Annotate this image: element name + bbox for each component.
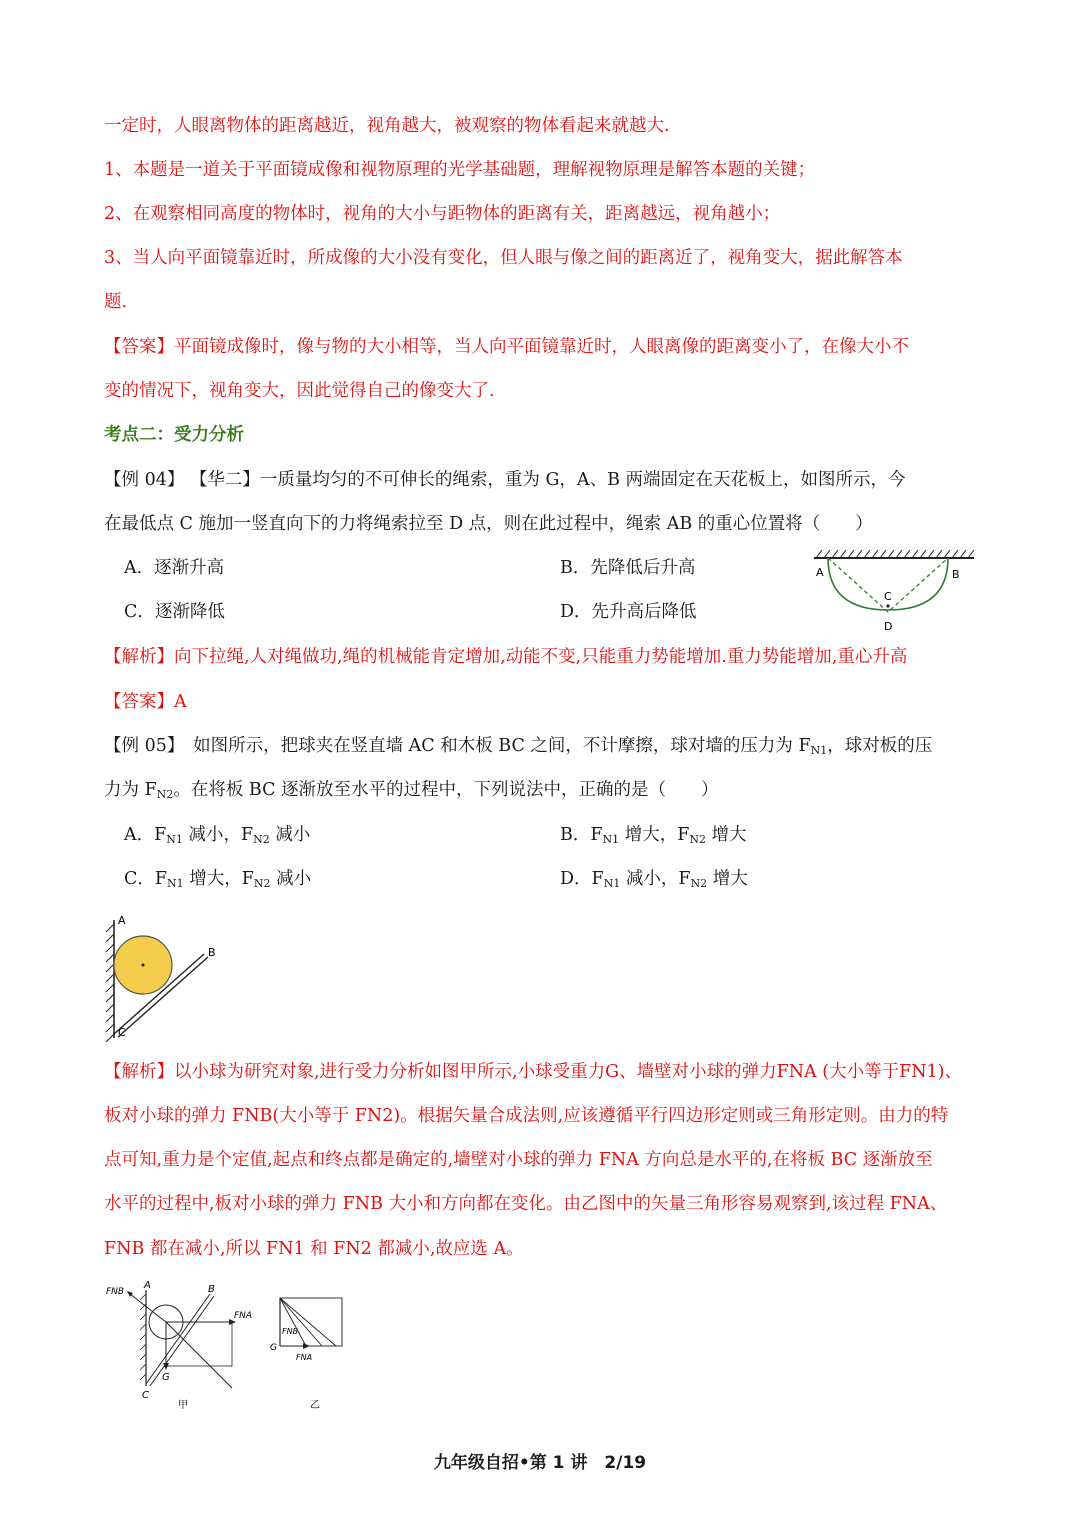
text-line: 1、本题是一道关于平面镜成像和视物原理的光学基础题，理解视物原理是解答本题的关键； xyxy=(104,160,816,180)
option-b: B．先降低后升高 xyxy=(560,558,696,578)
analysis-line: 【解析】向下拉绳,人对绳做功,绳的机械能肯定增加,动能不变,只能重力势能增加.重力势能增加,重心升高 xyxy=(104,647,908,667)
caption-yi: 乙 xyxy=(310,1400,320,1411)
option-c: C．逐渐降低 xyxy=(124,602,225,622)
subscript: N2 xyxy=(690,877,708,890)
option-c xyxy=(124,867,311,896)
label-g: G xyxy=(162,1372,170,1383)
analysis-line: FNB 都在减小,所以 FN1 和 FN2 都减小,故应选 A。 xyxy=(104,1239,524,1259)
answer-line: 【答案】A xyxy=(104,692,187,712)
analysis-line: 水平的过程中,板对小球的弹力 FNB 大小和方向都在变化。由乙图中的矢量三角形容易观察到,该过程 FNA、 xyxy=(104,1194,948,1214)
label-d: D xyxy=(884,620,893,633)
subscript: N1 xyxy=(602,833,620,846)
subscript: N2 xyxy=(156,788,174,801)
label-c: C xyxy=(118,1026,126,1039)
subscript: N1 xyxy=(810,744,828,757)
stem-part: 力为 F xyxy=(104,780,157,800)
subscript: N2 xyxy=(689,833,706,846)
option-b xyxy=(560,823,747,852)
label-b: B xyxy=(208,946,216,959)
ball-wall-figure xyxy=(100,910,230,1042)
text-line: 题. xyxy=(104,292,128,312)
stem-part: 【例 05】 如图所示，把球夹在竖直墙 AC 和木板 BC 之间，不计摩擦，球对墙的压力为 F xyxy=(104,736,811,756)
label-a: A xyxy=(816,566,824,579)
analysis-line: 板对小球的弹力 FNB(大小等于 FN2)。根据矢量合成法则,应该遵循平行四边形定则或三角形定则。由力的特 xyxy=(104,1106,949,1126)
example-05-stem xyxy=(104,778,719,807)
page-footer: 九年级自招•第 1 讲 2/19 xyxy=(433,1453,647,1473)
label-g: G xyxy=(270,1343,277,1353)
opt-text: 减小，F xyxy=(182,825,254,845)
answer-line: 【答案】平面镜成像时，像与物的大小相等，当人向平面镜靠近时，人眼离像的距离变小了，在像大小不 xyxy=(104,337,909,357)
opt-text: A．F xyxy=(124,825,167,845)
example-04-stem: 在最低点 C 施加一竖直向下的力将绳索拉至 D 点，则在此过程中，绳索 AB 的重心位置将（ ） xyxy=(104,514,873,534)
opt-text: C．F xyxy=(124,869,168,889)
text-line: 2、在观察相同高度的物体时，视角的大小与距物体的距离有关，距离越远，视角越小； xyxy=(104,204,781,224)
opt-text: 减小 xyxy=(269,825,311,845)
label-c: C xyxy=(142,1390,149,1401)
label-b: B xyxy=(208,1284,215,1295)
subscript: N1 xyxy=(166,833,183,846)
subscript: N2 xyxy=(253,877,271,890)
opt-text: B．F xyxy=(560,825,603,845)
opt-text: 增大 xyxy=(707,869,748,889)
subscript: N2 xyxy=(253,833,270,846)
text-line: 一定时，人眼离物体的距离越近，视角越大，被观察的物体看起来就越大. xyxy=(104,116,670,136)
force-diagram-jia xyxy=(100,1280,260,1414)
option-a xyxy=(124,823,310,852)
analysis-line: 【解析】以小球为研究对象,进行受力分析如图甲所示,小球受重力G、墙壁对小球的弹力FNA (大小等于FN1)、 xyxy=(104,1062,963,1082)
vector-triangle-yi xyxy=(266,1288,356,1414)
subscript: N1 xyxy=(167,877,184,890)
option-d: D．先升高后降低 xyxy=(560,602,697,622)
label-c: C xyxy=(884,590,892,603)
label-fnb: FNB xyxy=(106,1287,125,1297)
caption-jia: 甲 xyxy=(178,1400,188,1411)
answer-line: 变的情况下，视角变大，因此觉得自己的像变大了. xyxy=(104,381,495,401)
subscript: N1 xyxy=(603,877,621,890)
opt-text: 增大，F xyxy=(619,825,690,845)
label-fnb: FNB xyxy=(282,1327,299,1336)
opt-text: 增大 xyxy=(705,825,747,845)
label-a: A xyxy=(144,1280,151,1291)
label-fna: FNA xyxy=(296,1353,313,1362)
label-fna: FNA xyxy=(234,1311,253,1321)
label-a: A xyxy=(118,914,126,927)
example-04-stem: 【例 04】 【华二】一质量均匀的不可伸长的绳索，重为 G，A、B 两端固定在天花板上，如图所示，今 xyxy=(104,470,906,490)
example-05-stem xyxy=(104,734,932,763)
rope-figure xyxy=(808,546,980,634)
option-d xyxy=(560,867,748,896)
opt-text: 增大，F xyxy=(183,869,254,889)
stem-part: ，球对板的压 xyxy=(827,736,933,756)
stem-part: 。在将板 BC 逐渐放至水平的过程中，下列说法中，正确的是（ ） xyxy=(173,780,719,800)
opt-text: 减小 xyxy=(270,869,312,889)
label-b: B xyxy=(952,568,960,581)
section-heading: 考点二：受力分析 xyxy=(104,425,244,445)
opt-text: 减小，F xyxy=(620,869,691,889)
analysis-line: 点可知,重力是个定值,起点和终点都是确定的,墙壁对小球的弹力 FNA 方向总是水平的,在将板 BC 逐渐放至 xyxy=(104,1150,933,1170)
opt-text: D．F xyxy=(560,869,604,889)
text-line: 3、当人向平面镜靠近时，所成像的大小没有变化，但人眼与像之间的距离近了，视角变大，据此解答本 xyxy=(104,248,903,268)
option-a: A．逐渐升高 xyxy=(124,558,225,578)
